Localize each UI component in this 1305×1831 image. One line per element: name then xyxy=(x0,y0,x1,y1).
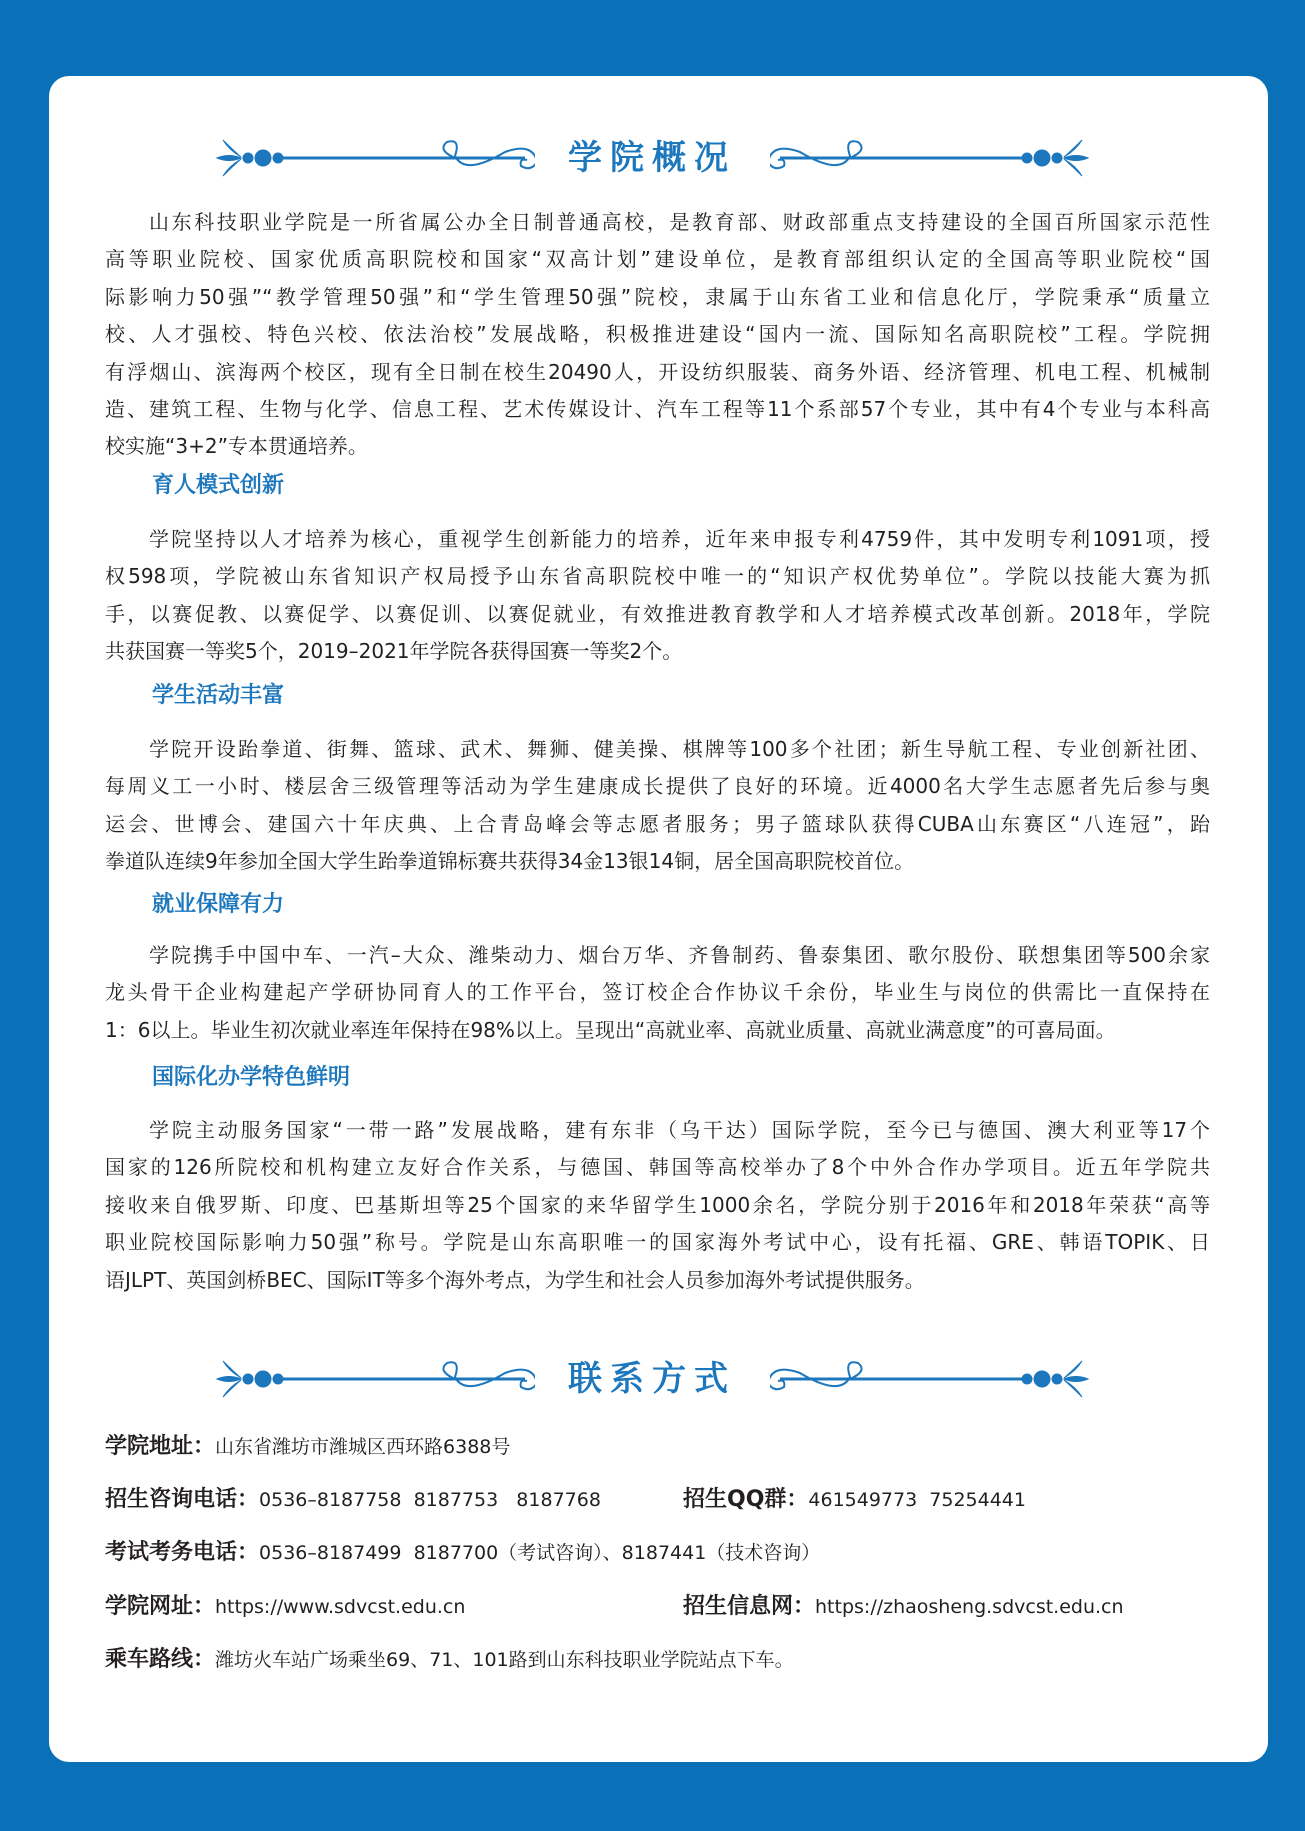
paragraph-line: 学院坚持以人才培养为核心，重视学生创新能力的培养，近年来申报专利4759件，其中发明专利1091项，授 xyxy=(149,527,1210,551)
address-value: 山东省潍坊市潍城区西环路6388号 xyxy=(215,1436,511,1458)
address-label: 学院地址： xyxy=(105,1434,216,1459)
paragraph-line: 学院携手中国中车、一汽–大众、潍柴动力、烟台万华、齐鲁制药、鲁泰集团、歌尔股份、联想集团等500余家 xyxy=(149,943,1210,967)
exam-phone-label: 考试考务电话： xyxy=(105,1540,260,1565)
admission-phone-label: 招生咨询电话： xyxy=(105,1487,260,1512)
route-label: 乘车路线： xyxy=(105,1647,216,1672)
paragraph-line: 学院开设跆拳道、街舞、篮球、武术、舞狮、健美操、棋牌等100多个社团；新生导航工程、专业创新社团、 xyxy=(149,737,1210,761)
paragraph-line: 校、人才强校、特色兴校、依法治校”发展战略，积极推进建设“国内一流、国际知名高职院校”工程。学院拥 xyxy=(105,322,1210,347)
contact-admission-phone xyxy=(105,1485,601,1515)
website-label: 学院网址： xyxy=(105,1594,216,1619)
paragraph-line: 学院主动服务国家“一带一路”发展战略，建有东非（乌干达）国际学院，至今已与德国、澳大利亚等17个 xyxy=(149,1118,1210,1142)
paragraph-line: 校实施“3+2”专本贯通培养。 xyxy=(105,434,368,459)
ornament-right-icon xyxy=(770,128,1090,188)
paragraph-line: 运会、世博会、建国六十年庆典、上合青岛峰会等志愿者服务；男子篮球队获得CUBA山东赛区“八连冠”，跆 xyxy=(105,811,1210,836)
paragraph-line: 高等职业院校、国家优质高职院校和国家“双高计划”建设单位，是教育部组织认定的全国高等职业院校“国 xyxy=(105,247,1210,272)
paragraph-line: 际影响力50强”“教学管理50强”和“学生管理50强”院校，隶属于山东省工业和信息化厅，学院秉承“质量立 xyxy=(105,284,1210,309)
overview-title: 学院概况 xyxy=(568,138,736,178)
ornament-left-icon xyxy=(215,128,535,188)
subsection-heading: 育人模式创新 xyxy=(152,473,285,498)
paragraph-line: 接收来自俄罗斯、印度、巴基斯坦等25个国家的来华留学生1000余名，学院分别于2016年和2018年荣获“高等 xyxy=(105,1192,1210,1217)
paragraph-line: 国家的126所院校和机构建立友好合作关系，与德国、韩国等高校举办了8个中外合作办学项目。近五年学院共 xyxy=(105,1155,1210,1180)
paragraph-line: 山东科技职业学院是一所省属公办全日制普通高校，是教育部、财政部重点支持建设的全国百所国家示范性 xyxy=(149,210,1210,234)
paragraph-line: 手，以赛促教、以赛促学、以赛促训、以赛促就业，有效推进教育教学和人才培养模式改革创新。2018年，学院 xyxy=(105,601,1210,626)
qq-label: 招生QQ群： xyxy=(683,1487,809,1512)
subsection-heading: 国际化办学特色鲜明 xyxy=(152,1065,351,1090)
admission-site-link[interactable]: https://zhaosheng.sdvcst.edu.cn xyxy=(815,1596,1124,1618)
paragraph-line: 语JLPT、英国剑桥BEC、国际IT等多个海外考点，为学生和社会人员参加海外考试提供服务。 xyxy=(105,1267,925,1292)
paragraph-line: 造、建筑工程、生物与化学、信息工程、艺术传媒设计、汽车工程等11个系部57个专业，其中有4个专业与本科高 xyxy=(105,397,1210,421)
paragraph-line: 拳道队连续9年参加全国大学生跆拳道锦标赛共获得34金13银14铜，居全国高职院校首位。 xyxy=(105,849,915,874)
contact-title: 联系方式 xyxy=(568,1359,736,1399)
ornament-left-icon xyxy=(215,1349,535,1409)
admission-phone-value: 0536–8187758 8187753 8187768 xyxy=(259,1489,601,1511)
contact-exam-phone xyxy=(105,1538,820,1568)
paragraph-line: 有浮烟山、滨海两个校区，现有全日制在校生20490人，开设纺织服装、商务外语、经济管理、机电工程、机械制 xyxy=(105,359,1210,384)
paragraph-line: 每周义工一小时、楼层舍三级管理等活动为学生建康成长提供了良好的环境。近4000名大学生志愿者先后参与奥 xyxy=(105,774,1210,799)
paragraph-line: 龙头骨干企业构建起产学研协同育人的工作平台，签订校企合作协议千余份，毕业生与岗位的供需比一直保持在 xyxy=(105,980,1210,1005)
subsection-heading: 学生活动丰富 xyxy=(152,683,285,708)
website-link[interactable]: https://www.sdvcst.edu.cn xyxy=(215,1596,466,1618)
contact-route xyxy=(105,1645,794,1675)
exam-phone-value: 0536–8187499 8187700（考试咨询）、8187441（技术咨询） xyxy=(259,1542,821,1564)
paragraph-line: 1：6以上。毕业生初次就业率连年保持在98%以上。呈现出“高就业率、高就业质量、高就业满意度”的可喜局面。 xyxy=(105,1017,1116,1042)
contact-admission-site xyxy=(683,1592,1124,1622)
paragraph-line: 职业院校国际影响力50强”称号。学院是山东高职唯一的国家海外考试中心，设有托福、GRE、韩语TOPIK、日 xyxy=(105,1230,1210,1255)
contact-address xyxy=(105,1432,510,1462)
subsection-heading: 就业保障有力 xyxy=(152,892,285,917)
contact-qq xyxy=(683,1485,1026,1515)
qq-value: 461549773 75254441 xyxy=(808,1489,1026,1511)
ornament-right-icon xyxy=(770,1349,1090,1409)
admission-site-label: 招生信息网： xyxy=(683,1594,816,1619)
overview-section-title xyxy=(0,128,1305,188)
route-value: 潍坊火车站广场乘坐69、71、101路到山东科技职业学院站点下车。 xyxy=(215,1649,794,1671)
paragraph-line: 共获国赛一等奖5个，2019–2021年学院各获得国赛一等奖2个。 xyxy=(105,639,683,664)
contact-website xyxy=(105,1592,465,1622)
paragraph-line: 权598项，学院被山东省知识产权局授予山东省高职院校中唯一的“知识产权优势单位”。学院以技能大赛为抓 xyxy=(105,564,1210,589)
contact-section-title xyxy=(0,1349,1305,1409)
